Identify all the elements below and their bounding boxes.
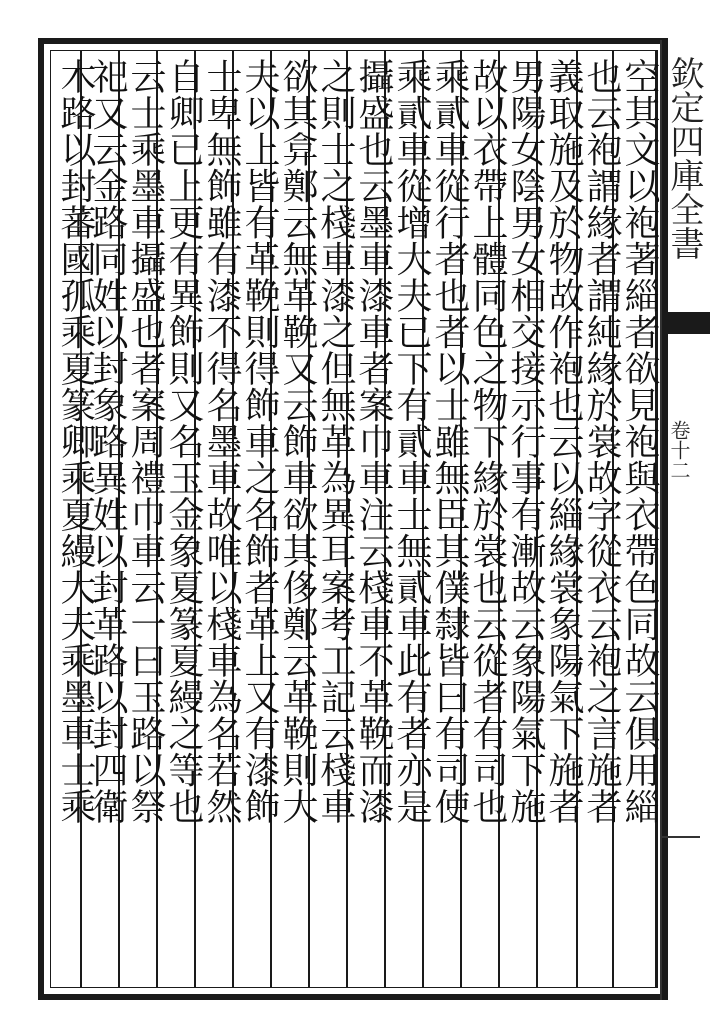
text-column-7: 乘貳車從增大夫已下有貳車士無貳車此有者亦是 <box>391 58 432 825</box>
text-column-5: 故以衣帶上體同色之物下緣於裳也云從者有司也 <box>467 58 508 825</box>
text-column-1: 空其文以袍著緇者欲見袍與衣帶色同故云俱用緇 <box>619 58 660 825</box>
text-column-11: 夫以上皆有革鞔則得飾車之名飾者革上又有漆飾 <box>239 58 280 825</box>
text-column-9: 之則士之棧車漆之但無革為異耳案考工記云棧車 <box>315 58 356 825</box>
text-column-8: 攝盛也云墨車漆車者案巾車注云棧車不革鞔而漆 <box>353 58 394 825</box>
text-column-6: 乘貳車從行者也者以士雖無臣其僕隸皆曰有司使 <box>429 58 470 825</box>
text-column-2: 也云袍謂緣者謂純緣於裳故字從衣云袍之言施者 <box>581 58 622 825</box>
fish-tail-mark <box>664 312 710 334</box>
text-column-4: 男陽女陰男女相交接示行事有漸故云象陽氣下施 <box>505 58 546 825</box>
text-column-10: 欲其弇鄭云無革鞔又云飾車欲其侈鄭云革鞔則大 <box>277 58 318 825</box>
book-title: 欽定四庫全書 <box>664 56 704 260</box>
text-column-15: 祀又云金路同姓以封象路異姓以封革路以封四衛 <box>87 58 128 825</box>
text-column-14: 云士乘墨車攝盛也者案周禮巾車云一曰玉路以祭 <box>125 58 166 825</box>
text-column-16: 木路以封蕃國孤乘夏篆卿乘夏縵大夫乘墨車士乘 <box>55 58 96 825</box>
margin-tick <box>660 836 700 838</box>
text-column-12: 士卑無飾雖有漆不得名墨車故唯以棧車為名若然 <box>201 58 242 825</box>
text-column-13: 自卿已上更有異飾則又名玉金象夏篆夏縵之等也 <box>163 58 204 825</box>
volume-label: 卷十二 <box>667 420 691 480</box>
text-column-3: 義取施及於物故作袍也云以緇緣裳象陽氣下施者 <box>543 58 584 825</box>
